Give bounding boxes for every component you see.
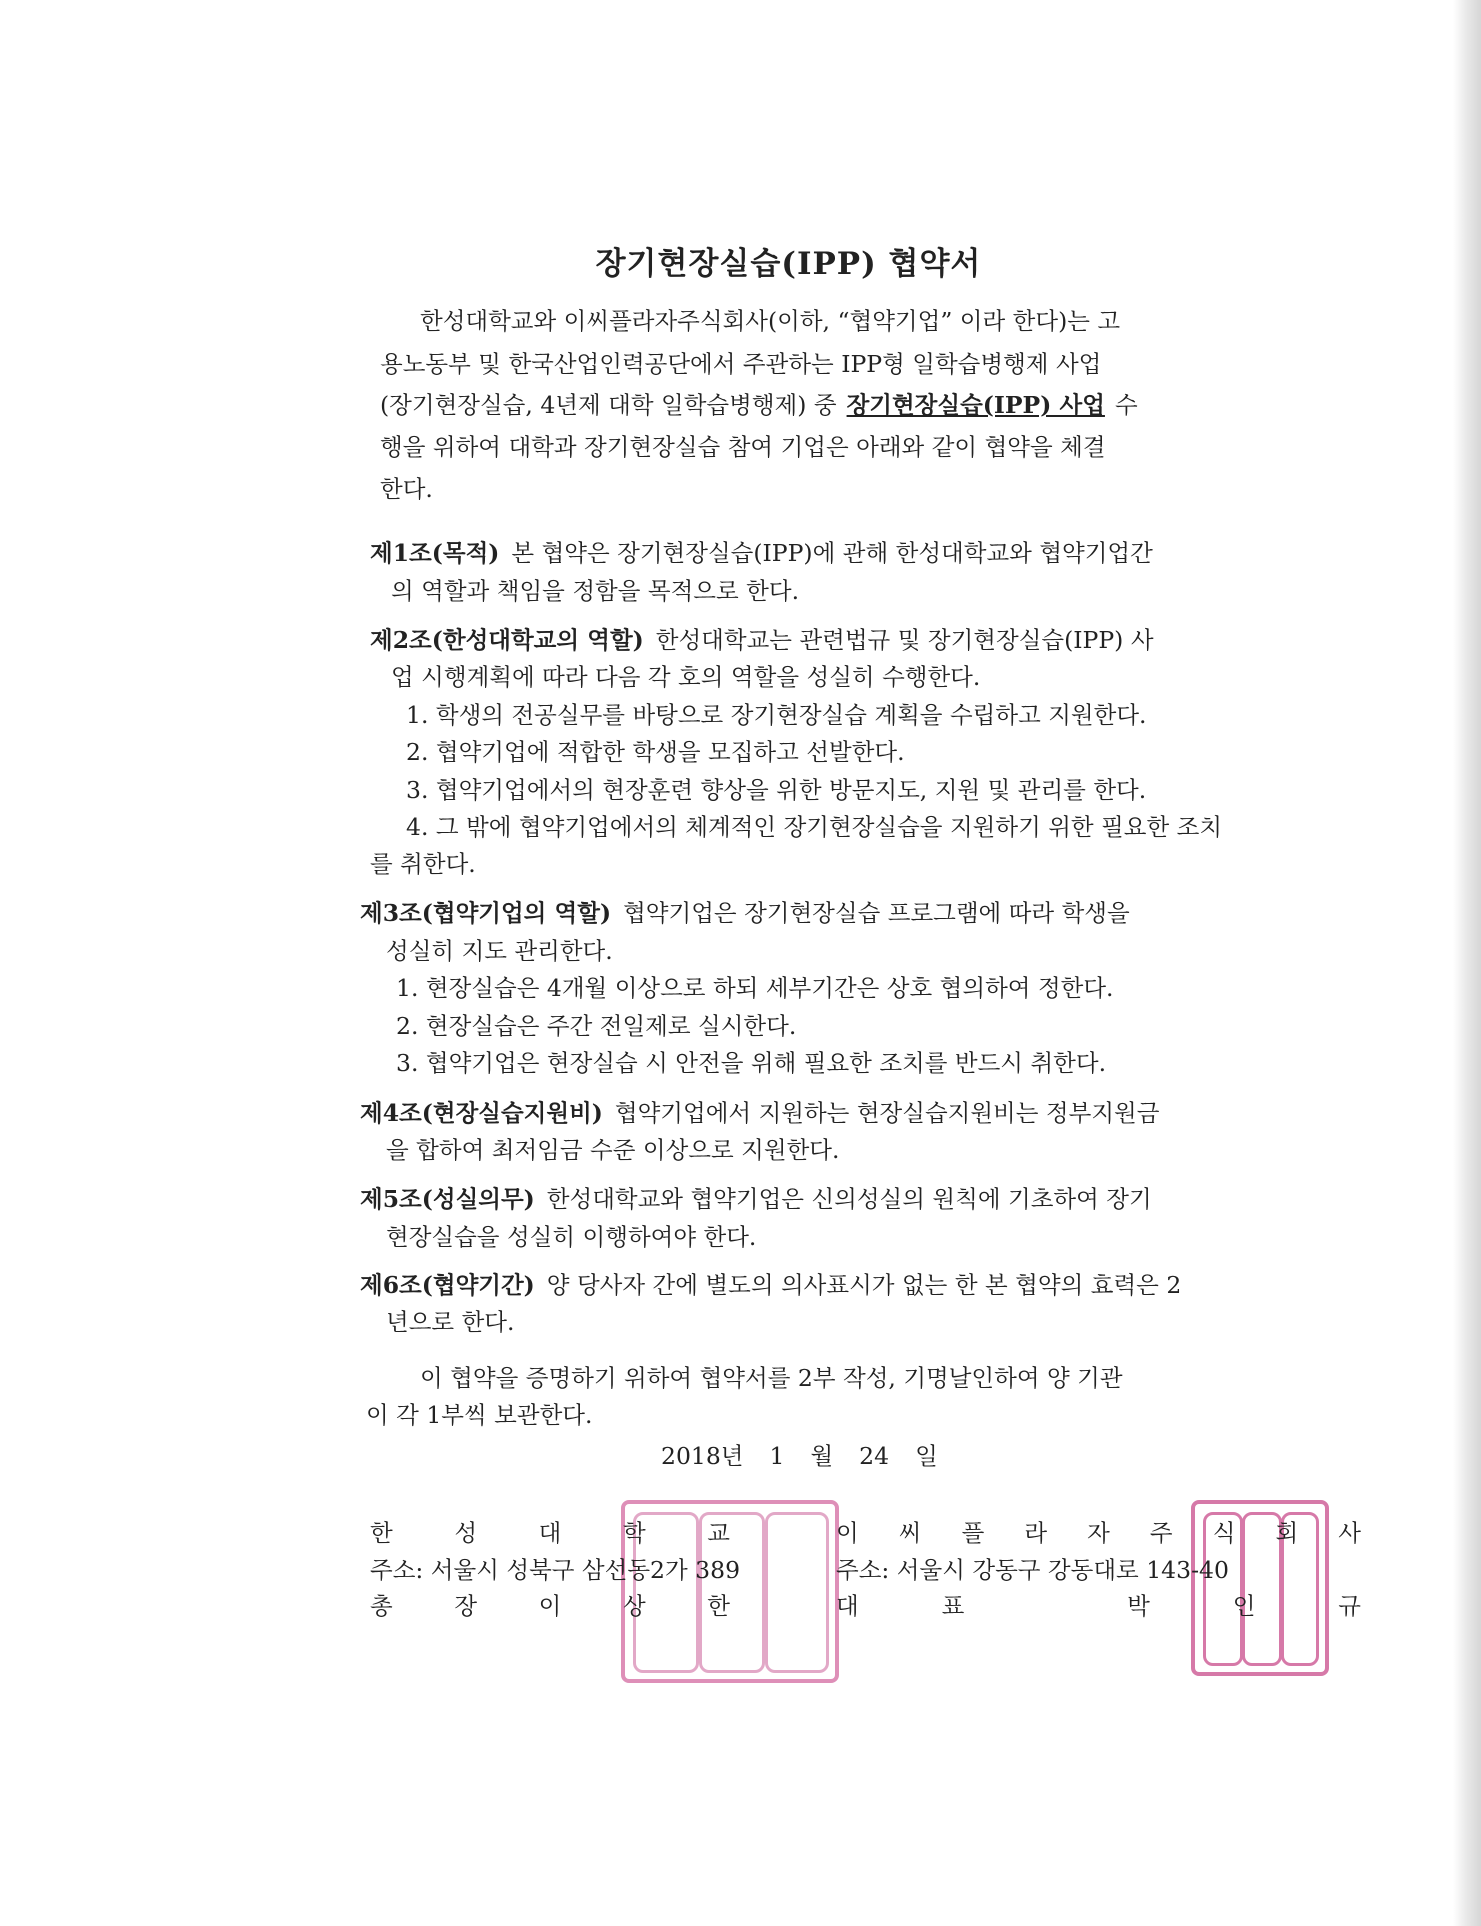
party-right-name-char: 회: [1275, 1519, 1299, 1547]
closing-line-1: 이 협약을 증명하기 위하여 협약서를 2부 작성, 기명날인하여 양 기관: [420, 1364, 1123, 1392]
document-title: 장기현장실습(IPP) 협약서: [595, 246, 982, 282]
party-left-name-char: 성: [454, 1519, 478, 1547]
article-5-text: 한성대학교와 협약기업은 신의성실의 원칙에 기초하여 장기: [546, 1185, 1152, 1213]
article-3-item-3: 3. 협약기업은 현장실습 시 안전을 위해 필요한 조치를 반드시 취한다.: [396, 1049, 1107, 1077]
intro-line-3: [380, 391, 1360, 419]
party-right-rep-char: 규: [1338, 1592, 1361, 1620]
article-4: [360, 1099, 1160, 1127]
article-3: [360, 899, 1130, 927]
signing-date: [661, 1442, 938, 1470]
party-right-representative: [836, 1592, 1361, 1620]
article-3-item-1: 1. 현장실습은 4개월 이상으로 하되 세부기간은 상호 협의하여 정한다.: [396, 974, 1114, 1002]
article-5-heading: 제5조(성실의무): [360, 1185, 535, 1213]
document-page: [124, 0, 1453, 1926]
party-left-rep-char: 한: [707, 1592, 730, 1620]
party-left-rep-char: 상: [622, 1592, 646, 1620]
party-right-rep-char: 인: [1232, 1592, 1256, 1620]
party-right-rep-char: 대: [836, 1592, 859, 1620]
party-left-name-char: 한: [370, 1519, 393, 1547]
article-2-item-4-cont: 를 취한다.: [370, 850, 476, 878]
date-month: 1: [769, 1442, 785, 1470]
intro-line-3-text: (장기현장실습, 4년제 대학 일학습병행제) 중: [380, 391, 837, 419]
article-6-heading: 제6조(협약기간): [360, 1271, 535, 1299]
article-3-text: 협약기업은 장기현장실습 프로그램에 따라 학생을: [623, 899, 1130, 927]
article-4-heading: 제4조(현장실습지원비): [360, 1099, 603, 1127]
article-4-line-2: 을 합하여 최저임금 수준 이상으로 지원한다.: [386, 1136, 840, 1164]
party-left-rep-char: 총: [370, 1592, 393, 1620]
party-right-rep-char: 표: [941, 1592, 965, 1620]
party-right-name-char: 자: [1087, 1519, 1110, 1547]
article-2-item-3: 3. 협약기업에서의 현장훈련 향상을 위한 방문지도, 지원 및 관리를 한다.: [406, 776, 1147, 804]
article-2-item-1: 1. 학생의 전공실무를 바탕으로 장기현장실습 계획을 수립하고 지원한다.: [406, 701, 1147, 729]
date-day: 24: [859, 1442, 890, 1470]
article-1-text: 본 협약은 장기현장실습(IPP)에 관해 한성대학교와 협약기업간: [511, 539, 1153, 567]
party-right-name-char: 씨: [898, 1519, 922, 1547]
party-right-address: 주소: 서울시 강동구 강동대로 143-40: [836, 1556, 1229, 1584]
party-right-name-char: 라: [1024, 1519, 1048, 1547]
article-2: [370, 626, 1154, 654]
article-3-line-2: 성실히 지도 관리한다.: [386, 937, 613, 965]
party-left-rep-char: 이: [538, 1592, 562, 1620]
article-1: [370, 539, 1153, 567]
article-3-item-2: 2. 현장실습은 주간 전일제로 실시한다.: [396, 1012, 797, 1040]
article-2-text: 한성대학교는 관련법규 및 장기현장실습(IPP) 사: [655, 626, 1154, 654]
party-right-name-char: 사: [1338, 1519, 1361, 1547]
intro-line-2: 용노동부 및 한국산업인력공단에서 주관하는 IPP형 일학습병행제 사업: [380, 350, 1102, 378]
article-2-heading: 제2조(한성대학교의 역할): [370, 626, 644, 654]
article-5: [360, 1185, 1152, 1213]
party-left-address: 주소: 서울시 성북구 삼선동2가 389: [370, 1556, 741, 1584]
date-day-unit: 일: [915, 1442, 938, 1470]
party-right-rep-char: 박: [1127, 1592, 1150, 1620]
article-2-item-2: 2. 협약기업에 적합한 학생을 모집하고 선발한다.: [406, 738, 905, 766]
article-3-heading: 제3조(협약기업의 역할): [360, 899, 612, 927]
intro-emphasis: 장기현장실습(IPP) 사업: [846, 391, 1105, 419]
party-left-name-char: 대: [538, 1519, 562, 1547]
article-6: [360, 1271, 1182, 1299]
party-left-name-char: 교: [707, 1519, 730, 1547]
article-1-line-2: 의 역할과 책임을 정함을 목적으로 한다.: [391, 577, 800, 605]
closing-line-2: 이 각 1부씩 보관한다.: [366, 1401, 593, 1429]
party-left-representative: [370, 1592, 730, 1620]
party-right-name-char: 이: [836, 1519, 859, 1547]
article-5-line-2: 현장실습을 성실히 이행하여야 한다.: [386, 1223, 757, 1251]
intro-line-3-tail: 수: [1114, 391, 1138, 419]
article-1-heading: 제1조(목적): [370, 539, 500, 567]
party-right-name: [836, 1519, 1361, 1547]
date-year: 2018년: [661, 1442, 744, 1470]
intro-line-4: 행을 위하여 대학과 장기현장실습 참여 기업은 아래와 같이 협약을 체결: [380, 433, 1106, 461]
article-6-line-2: 년으로 한다.: [386, 1308, 515, 1336]
article-2-line-2: 업 시행계획에 따라 다음 각 호의 역할을 성실히 수행한다.: [391, 663, 981, 691]
party-left-name-char: 학: [622, 1519, 646, 1547]
party-left-name: [370, 1519, 730, 1547]
scan-left-margin: [0, 0, 124, 1926]
intro-line-1: 한성대학교와 이씨플라자주식회사(이하, “협약기업” 이라 한다)는 고: [420, 307, 1121, 335]
article-6-text: 양 당사자 간에 별도의 의사표시가 없는 한 본 협약의 효력은 2: [546, 1271, 1182, 1299]
party-right-name-char: 식: [1212, 1519, 1236, 1547]
article-2-item-4: 4. 그 밖에 협약기업에서의 체계적인 장기현장실습을 지원하기 위한 필요한 조치: [406, 813, 1223, 841]
intro-line-5: 한다.: [380, 475, 433, 503]
date-month-unit: 월: [810, 1442, 834, 1470]
scan-right-shadow: [1453, 0, 1481, 1926]
party-right-name-char: 주: [1149, 1519, 1173, 1547]
party-right-name-char: 플: [961, 1519, 985, 1547]
article-4-text: 협약기업에서 지원하는 현장실습지원비는 정부지원금: [614, 1099, 1160, 1127]
party-left-rep-char: 장: [454, 1592, 478, 1620]
